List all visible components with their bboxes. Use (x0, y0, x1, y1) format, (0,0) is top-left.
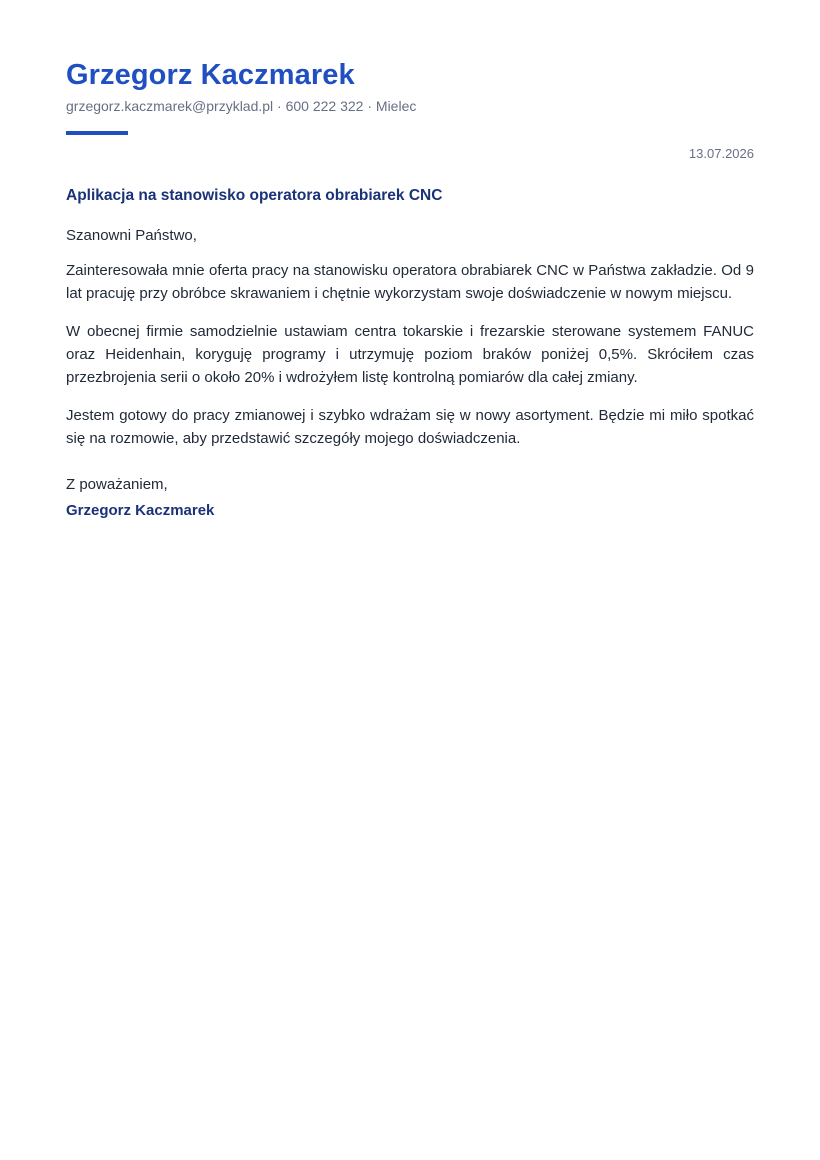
signature-name: Grzegorz Kaczmarek (66, 502, 215, 519)
body-paragraph-1: Zainteresowała mnie oferta pracy na stanowisku operatora obrabiarek CNC w Państwa zakładzie. Od 9 lat pracuję przy obróbce skrawaniem i chętnie wykorzystam swoje doświadczenie w nowym miejscu. (66, 262, 754, 302)
salutation: Szanowni Państwo, (66, 227, 197, 244)
letter-subject: Aplikacja na stanowisko operatora obrabiarek CNC (66, 187, 443, 204)
body-paragraph-2: W obecnej firmie samodzielnie ustawiam centra tokarskie i frezarskie sterowane systemem FANUC oraz Heidenhain, koryguję programy i utrzymuję poziom braków poniżej 0,5%. Skróciłem czas przezbrojenia serii o około 20% i wdrożyłem listę kontrolną pomiarów dla całej zmiany. (66, 323, 754, 386)
contact-line: grzegorz.kaczmarek@przyklad.pl · 600 222 322 · Mielec (66, 98, 417, 114)
applicant-name: Grzegorz Kaczmarek (66, 59, 355, 91)
closing-phrase: Z poważaniem, (66, 476, 168, 493)
body-paragraph-3: Jestem gotowy do pracy zmianowej i szybko wdrażam się w nowy asortyment. Będzie mi miło spotkać się na rozmowie, aby przedstawić szczegóły mojego doświadczenia. (66, 407, 754, 447)
accent-divider (66, 131, 128, 135)
cover-letter (66, 56, 754, 522)
letter-date: 13.07.2026 (688, 146, 754, 161)
